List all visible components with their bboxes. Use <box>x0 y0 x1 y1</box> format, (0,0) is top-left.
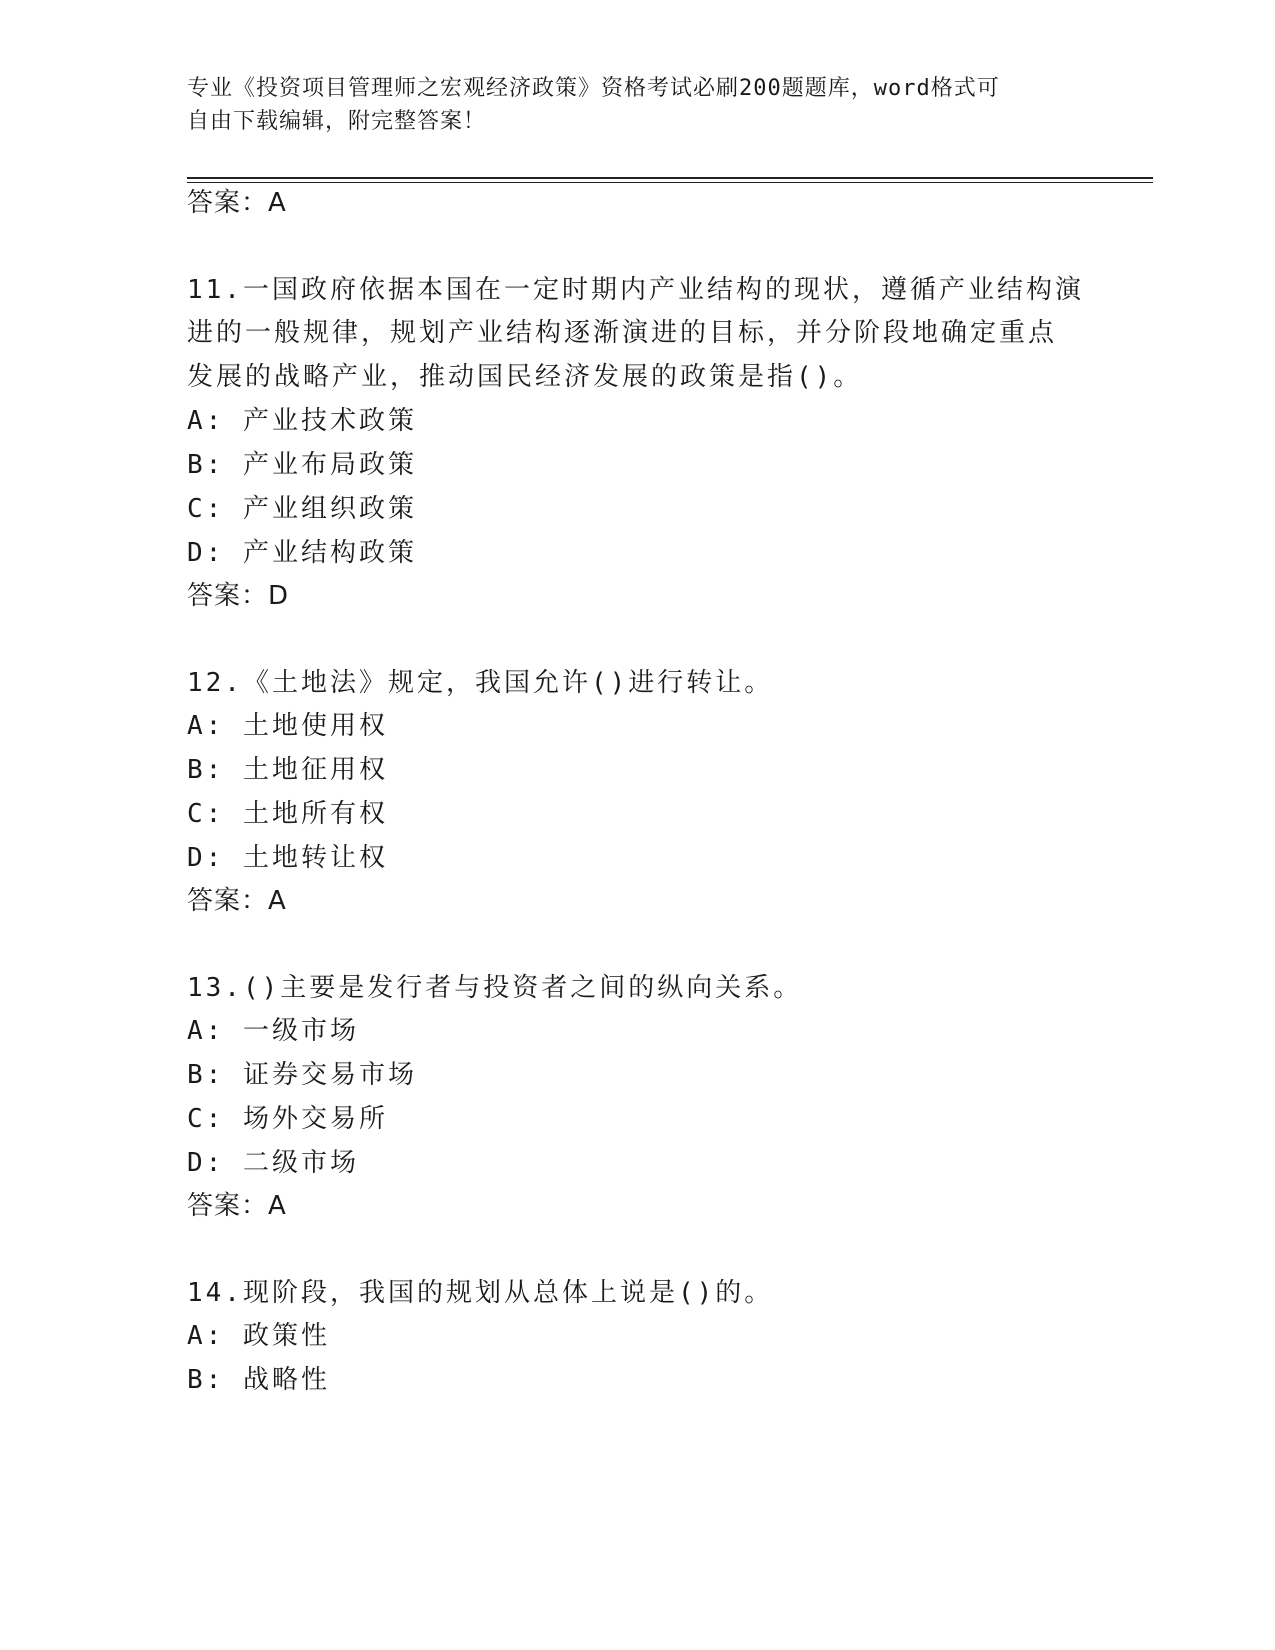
question-12-stem-line-1: 12.《土地法》规定，我国允许()进行转让。 <box>187 668 774 698</box>
question-11-stem-line-2: 进的一般规律，规划产业结构逐渐演进的目标，并分阶段地确定重点 <box>187 318 1058 348</box>
question-13-option-d: D: 二级市场 <box>187 1148 359 1178</box>
question-13-option-b: B: 证券交易市场 <box>187 1060 417 1090</box>
question-11-answer: 答案：D <box>187 581 290 611</box>
header-rule-thick <box>187 177 1153 179</box>
page-header <box>187 72 1087 138</box>
question-12-option-a: A: 土地使用权 <box>187 711 388 741</box>
header-line-1: 专业《投资项目管理师之宏观经济政策》资格考试必刷200题题库，word格式可 <box>187 76 1000 101</box>
question-12-answer: 答案：A <box>187 886 287 916</box>
question-11-option-a: A: 产业技术政策 <box>187 406 417 436</box>
question-11-stem-line-3: 发展的战略产业，推动国民经济发展的政策是指()。 <box>187 362 863 392</box>
question-12-option-b: B: 土地征用权 <box>187 755 388 785</box>
question-11-option-c: C: 产业组织政策 <box>187 494 417 524</box>
question-14-option-a: A: 政策性 <box>187 1321 330 1351</box>
question-13-option-a: A: 一级市场 <box>187 1016 359 1046</box>
header-line-2: 自由下载编辑，附完整答案！ <box>187 109 487 134</box>
answer-label: 答案：A <box>187 188 287 218</box>
question-13-answer: 答案：A <box>187 1191 287 1221</box>
question-13-stem-line-1: 13.()主要是发行者与投资者之间的纵向关系。 <box>187 973 803 1003</box>
question-11-stem-line-1: 11.一国政府依据本国在一定时期内产业结构的现状，遵循产业结构演 <box>187 275 1084 305</box>
question-11-option-b: B: 产业布局政策 <box>187 450 417 480</box>
question-11-option-d: D: 产业结构政策 <box>187 538 417 568</box>
header-rule-thin <box>187 182 1153 183</box>
question-14-option-b: B: 战略性 <box>187 1365 330 1395</box>
question-13-option-c: C: 场外交易所 <box>187 1104 388 1134</box>
question-12-option-d: D: 土地转让权 <box>187 843 388 873</box>
question-12-option-c: C: 土地所有权 <box>187 799 388 829</box>
question-14-stem-line-1: 14.现阶段，我国的规划从总体上说是()的。 <box>187 1278 774 1308</box>
